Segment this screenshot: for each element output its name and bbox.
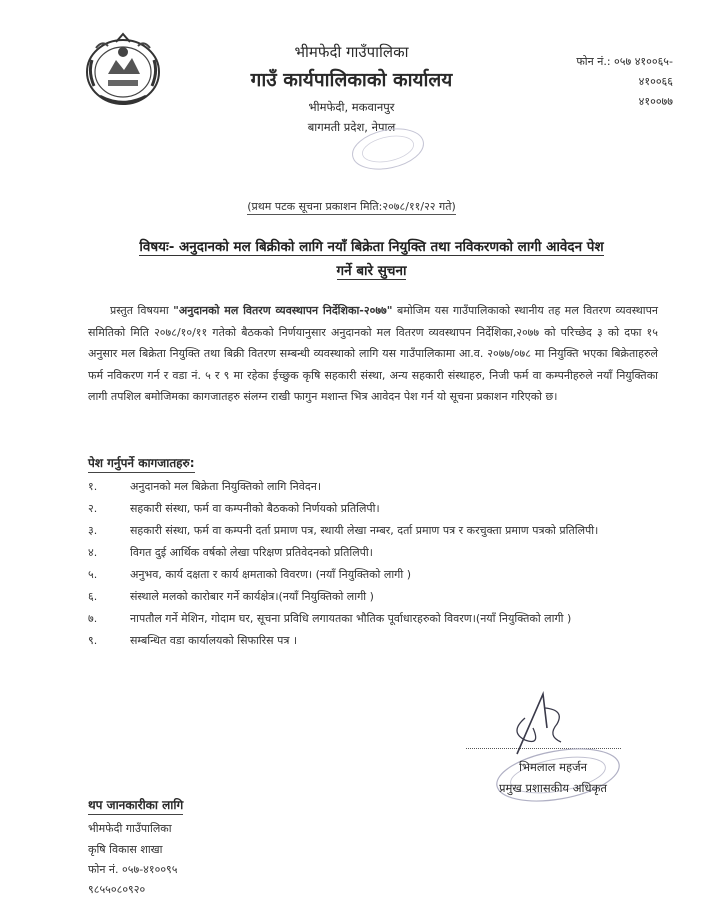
list-item-text: अनुभव, कार्य दक्षता र कार्य क्षमताको विवरण। (नयाँ नियुक्तिको लागी ) xyxy=(130,568,412,581)
list-item-number: ९. xyxy=(88,634,98,647)
list-item-number: २. xyxy=(88,502,98,515)
list-item-number: १. xyxy=(88,480,98,493)
list-item-text: सम्बन्धित वडा कार्यालयको सिफारिस पत्र । xyxy=(130,634,298,647)
list-item xyxy=(88,542,668,564)
contact-line-4: ९८५५०८०९२० xyxy=(88,883,146,896)
list-item-number: ३. xyxy=(88,524,98,537)
directive-title: "अनुदानको मल वितरण व्यवस्थापन निर्देशिका-२०७७" xyxy=(173,304,393,317)
office-title: गाउँ कार्यपालिकाको कार्यालय xyxy=(250,69,453,91)
address-line-1: भीमफेदी, मकवानपुर xyxy=(308,100,395,114)
list-item-number: ७. xyxy=(88,612,98,625)
documents-list xyxy=(88,476,668,652)
list-item xyxy=(88,498,668,520)
list-item xyxy=(88,476,668,498)
list-item-number: ६. xyxy=(88,590,98,603)
body-main: बमोजिम यस गाउँपालिकाको स्थानीय तह मल वितरण व्यवस्थापन समितिको मिति २०७८/१०/११ गतेको बैठकको निर्णयानुसार अनुदानको मल वितरण व्यवस्थापन निर्देशिका,२०७७ को परिच्छेद ३ को दफा १५ अनुसार मल बिक्रेता नियुक्ति तथा बिक्री वितरण सम्बन्धी व्यवस्थाको लागि यस गाउँपालिकामा आ.व. २०७७/०७८ मा नियुक्ति भएका बिक्रेताहरुले फर्म नविकरण गर्न र वडा नं. ५ र ९ मा रहेका ईच्छुक कृषि सहकारी संस्था, अन्य सहकारी संस्थाहरु, निजी फर्म वा कम्पनीहरुले नयाँ नियुक्तिका लागी तपशिल बमोजिमका कागजातहरु संलग्न राखी फागुन मशान्त भित्र आवेदन पेश गर्न यो सूचना प्रकाशन गरिएको छ। xyxy=(88,304,658,403)
office-stamp-icon xyxy=(348,126,428,172)
list-item-text: सहकारी संस्था, फर्म वा कम्पनी दर्ता प्रमाण पत्र, स्थायी लेखा नम्बर, दर्ता प्रमाण पत्र र करचुक्ता प्रमाण पत्रको प्रतिलिपी। xyxy=(130,524,599,537)
list-item xyxy=(88,630,668,652)
contact-line-1: भीमफेदी गाउँपालिका xyxy=(88,822,172,835)
subject-line-1: विषयः- अनुदानको मल बिक्रीको लागि नयाँ बिक्रेता नियुक्ति तथा नविकरणको लागी आवेदन पेश xyxy=(139,239,604,255)
signatory-name: भिमलाल महर्जन xyxy=(518,760,588,774)
list-item-number: ४. xyxy=(88,546,98,559)
body-intro: प्रस्तुत विषयमा xyxy=(110,304,174,317)
signatory-title: प्रमुख प्रशासकीय अधिकृत xyxy=(499,781,607,795)
list-item-text: नापतौल गर्ने मेशिन, गोदाम घर, सूचना प्रविधि लगायतका भौतिक पूर्वाधारहरुको विवरण।(नयाँ नियुक्तिको लागी ) xyxy=(130,612,572,625)
list-item-text: अनुदानको मल बिक्रेता नियुक्तिको लागि निवेदन। xyxy=(130,480,321,493)
list-item xyxy=(88,520,668,542)
list-item xyxy=(88,608,668,630)
list-item-text: संस्थाले मलको कारोबार गर्ने कार्यक्षेत्र।(नयाँ नियुक्तिको लागी ) xyxy=(130,590,374,603)
subject-heading xyxy=(84,235,659,283)
documents-heading: पेश गर्नुपर्ने कागजातहरु: xyxy=(88,454,195,473)
phone-line-1: फोन नं.: ०५७ ४१००६५- xyxy=(576,55,673,68)
contact-line-2: कृषि विकास शाखा xyxy=(88,843,163,856)
list-item-text: विगत दुई आर्थिक वर्षको लेखा परिक्षण प्रतिवेदनको प्रतिलिपी। xyxy=(130,546,373,559)
official-stamp-icon xyxy=(488,742,628,808)
list-item xyxy=(88,586,668,608)
publication-note-text: (प्रथम पटक सूचना प्रकाशन मिति:२०७८/११/२२ गते) xyxy=(247,200,456,213)
contact-heading: थप जानकारीका लागि xyxy=(88,796,183,815)
publication-note xyxy=(0,199,703,214)
office-name: भीमफेदी गाउँपालिका xyxy=(294,43,409,61)
list-item-number: ५. xyxy=(88,568,98,581)
list-item xyxy=(88,564,668,586)
phone-block xyxy=(576,52,673,112)
body-paragraph xyxy=(88,300,658,408)
address-line-2: बागमती प्रदेश, नेपाल xyxy=(307,120,396,134)
phone-line-2: ४१००६६ xyxy=(638,75,673,88)
phone-line-3: ४१००७७ xyxy=(638,95,673,108)
contact-line-3: फोन नं. ०५७-४१००९५ xyxy=(88,863,178,876)
list-item-text: सहकारी संस्था, फर्म वा कम्पनीको बैठकको निर्णयको प्रतिलिपी। xyxy=(130,502,380,515)
subject-line-2: गर्ने बारे सुचना xyxy=(336,263,407,279)
